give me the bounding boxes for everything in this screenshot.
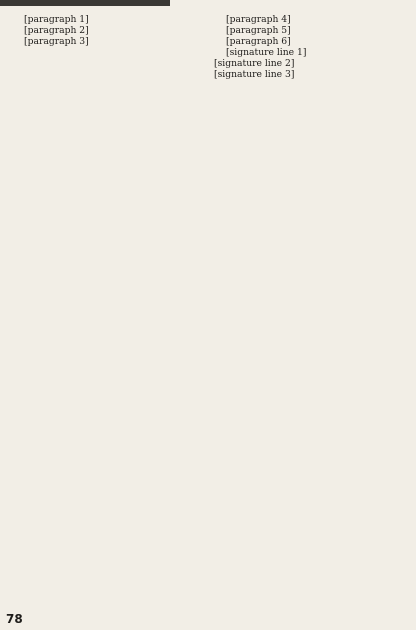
paragraph: [paragraph 6] bbox=[226, 36, 291, 47]
signature-block bbox=[214, 47, 406, 80]
signature-line: [signature line 1] bbox=[226, 47, 307, 58]
text-columns bbox=[12, 14, 406, 608]
paragraph: [paragraph 1] bbox=[24, 14, 89, 25]
paragraph: [paragraph 2] bbox=[24, 25, 89, 36]
page-number: 78 bbox=[6, 612, 23, 626]
paragraph: [paragraph 3] bbox=[24, 36, 89, 47]
signature-line: [signature line 3] bbox=[214, 69, 295, 80]
header-rule bbox=[0, 0, 170, 6]
left-column bbox=[12, 14, 204, 608]
paragraph: [paragraph 4] bbox=[226, 14, 291, 25]
paragraph: [paragraph 5] bbox=[226, 25, 291, 36]
signature-line: [signature line 2] bbox=[214, 58, 295, 69]
right-column bbox=[214, 14, 406, 608]
